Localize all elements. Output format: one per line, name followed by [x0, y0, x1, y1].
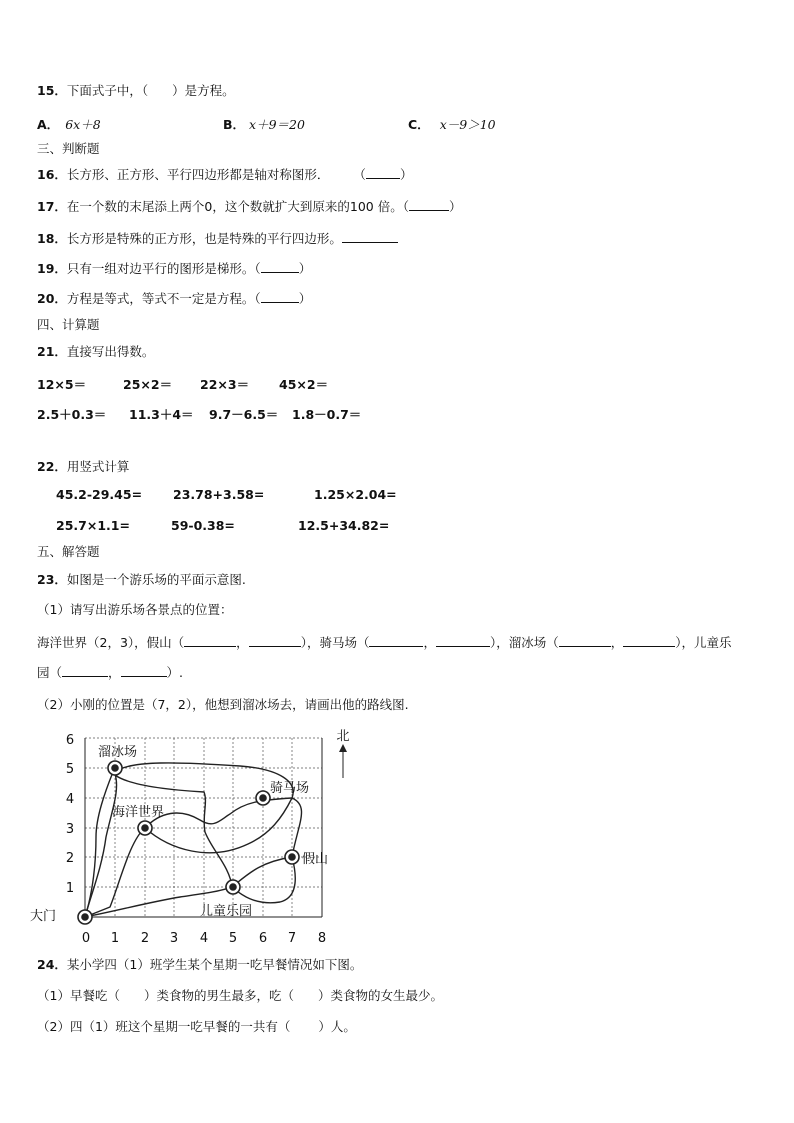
paren-close: ），	[489, 635, 509, 650]
horse-y-blank[interactable]	[436, 634, 490, 647]
q21-number: 21．	[37, 344, 67, 359]
comma: ，	[108, 665, 121, 680]
option-a-label: A．	[37, 117, 60, 132]
q18-answer-blank[interactable]	[342, 230, 398, 243]
skate-x-blank[interactable]	[559, 634, 611, 647]
q21-item-6: 11.3＋4＝	[129, 407, 194, 422]
x-tick-7: 7	[287, 931, 297, 946]
q20-paren-close: ）	[298, 291, 312, 306]
paren-end: ）.	[166, 665, 184, 680]
q20-text: 方程是等式，等式不一定是方程。	[66, 291, 255, 306]
q22-item-6: 12.5+34.82=	[298, 518, 390, 533]
q20	[37, 290, 311, 308]
q23-positions-line-2	[37, 664, 183, 682]
q16	[37, 166, 412, 184]
x-tick-3: 3	[169, 931, 179, 946]
q19-answer-blank[interactable]	[261, 260, 299, 273]
q17-text: 在一个数的末尾添上两个0，这个数就扩大到原来的100 倍。	[66, 199, 403, 214]
q22-item-2: 23.78+3.58=	[173, 487, 265, 502]
label-horse-ranch: 骑马场	[270, 781, 310, 796]
north-arrow-icon	[336, 729, 349, 778]
q23-sub1: （1）请写出游乐场各景点的位置：	[37, 602, 233, 617]
q19-number: 19．	[37, 261, 67, 276]
q15-text-before: 下面式子中，（	[66, 83, 149, 98]
kids-x-blank[interactable]	[62, 664, 108, 677]
q24-sub1-a: （1）早餐吃（	[37, 988, 120, 1003]
q15-option-a[interactable]	[37, 115, 101, 133]
label-rockery: 假山	[302, 852, 329, 867]
q20-paren-open: （	[254, 291, 261, 306]
q24-sub1	[37, 987, 443, 1005]
q23-number: 23．	[37, 572, 67, 587]
option-c-expr: x－9＞10	[439, 117, 496, 132]
q17-paren-close: ）	[448, 199, 462, 214]
q15-text-after: ）是方程。	[172, 83, 235, 98]
x-tick-4: 4	[199, 931, 209, 946]
q21-item-3: 22×3＝	[200, 377, 250, 392]
x-tick-2: 2	[140, 931, 150, 946]
option-c-label: C．	[408, 117, 430, 132]
hill-x-blank[interactable]	[184, 634, 236, 647]
q16-answer-blank[interactable]	[366, 166, 400, 179]
section-3-heading: 三、判断题	[37, 141, 100, 156]
comma: ，	[236, 635, 249, 650]
kids-park-label-cont: 园（	[37, 665, 63, 680]
ocean-world-position: 海洋世界（2，3），	[37, 635, 147, 650]
option-b-expr: x＋9＝20	[249, 117, 305, 132]
q15-stem	[37, 82, 235, 100]
q21-item-8: 1.8－0.7＝	[292, 407, 362, 422]
q18	[37, 230, 398, 248]
y-tick-3: 3	[65, 822, 75, 837]
q24-stem	[37, 956, 362, 974]
label-kids-park: 儿童乐园	[200, 904, 253, 919]
q16-paren-open: （	[353, 167, 366, 182]
amusement-park-map	[30, 722, 360, 952]
x-tick-0: 0	[81, 931, 91, 946]
q23-text: 如图是一个游乐场的平面示意图.	[66, 572, 246, 587]
y-tick-1: 1	[65, 881, 75, 896]
q16-number: 16．	[37, 167, 67, 182]
q19	[37, 260, 311, 278]
q18-number: 18．	[37, 231, 67, 246]
horse-x-blank[interactable]	[369, 634, 423, 647]
q21-item-1: 12×5＝	[37, 377, 87, 392]
q24-sub2-a: （2）四（1）班这个星期一吃早餐的一共有（	[37, 1019, 291, 1034]
x-tick-5: 5	[228, 931, 238, 946]
q21-stem	[37, 343, 154, 361]
q23-stem	[37, 571, 246, 589]
q20-number: 20．	[37, 291, 67, 306]
q24-sub2-b: ）人。	[318, 1019, 356, 1034]
hill-label: 假山（	[146, 635, 185, 650]
q24-number: 24．	[37, 957, 67, 972]
q24-sub1-c: ）类食物的女生最少。	[317, 988, 443, 1003]
x-tick-1: 1	[110, 931, 120, 946]
y-tick-2: 2	[65, 851, 75, 866]
q23-sub2: （2）小刚的位置是（7，2），他想到溜冰场去，请画出他的路线图.	[37, 697, 409, 712]
q24-sub1-b: ）类食物的男生最多，吃（	[143, 988, 294, 1003]
horse-ranch-label: 骑马场（	[319, 635, 370, 650]
q17-number: 17．	[37, 199, 67, 214]
q22-text: 用竖式计算	[66, 459, 130, 474]
x-tick-6: 6	[258, 931, 268, 946]
y-tick-5: 5	[65, 762, 75, 777]
q21-item-4: 45×2＝	[279, 377, 329, 392]
q21-item-7: 9.7－6.5＝	[209, 407, 279, 422]
q19-text: 只有一组对边平行的图形是梯形。	[66, 261, 255, 276]
section-4-heading: 四、计算题	[37, 317, 100, 332]
q15-number: 15．	[37, 83, 67, 98]
section-5-heading: 五、解答题	[37, 544, 100, 559]
label-gate: 大门	[30, 909, 57, 924]
skate-y-blank[interactable]	[623, 634, 675, 647]
hill-y-blank[interactable]	[249, 634, 301, 647]
skating-rink-label: 溜冰场（	[508, 635, 559, 650]
kids-park-label: 儿童乐	[694, 635, 732, 650]
q22-number: 22．	[37, 459, 67, 474]
option-b-label: B．	[223, 117, 246, 132]
y-tick-6: 6	[65, 733, 75, 748]
q22-item-4: 25.7×1.1=	[56, 518, 130, 533]
q17-answer-blank[interactable]	[409, 198, 449, 211]
q22-item-3: 1.25×2.04=	[314, 487, 397, 502]
q17-paren-open: （	[402, 199, 409, 214]
y-tick-4: 4	[65, 792, 75, 807]
q15-option-c[interactable]	[408, 115, 496, 133]
label-skating-rink: 溜冰场	[98, 745, 138, 760]
north-label: 北	[336, 729, 350, 744]
kids-y-blank[interactable]	[121, 664, 167, 677]
q18-text: 长方形是特殊的正方形，也是特殊的平行四边形。	[66, 231, 342, 246]
q23-positions-line	[37, 634, 732, 652]
q15-option-b[interactable]	[223, 115, 305, 133]
map-x-axis-ticks	[82, 931, 326, 946]
q19-paren-close: ）	[298, 261, 312, 276]
q22-item-1: 45.2-29.45=	[56, 487, 143, 502]
x-tick-8: 8	[317, 931, 327, 946]
q24-text: 某小学四（1）班学生某个星期一吃早餐情况如下图。	[66, 957, 363, 972]
q22-stem	[37, 458, 129, 476]
q22-item-5: 59-0.38=	[171, 518, 235, 533]
q19-paren-open: （	[254, 261, 261, 276]
q17	[37, 198, 461, 216]
q21-item-5: 2.5＋0.3＝	[37, 407, 107, 422]
q16-paren-close: ）	[399, 167, 413, 182]
option-a-expr: 6x＋8	[65, 117, 101, 132]
q16-text: 长方形、正方形、平行四边形都是轴对称图形．	[66, 167, 330, 182]
comma: ，	[610, 635, 624, 650]
q20-answer-blank[interactable]	[261, 290, 299, 303]
paren-close: ），	[300, 635, 320, 650]
q24-sub2	[37, 1018, 356, 1036]
map-y-axis-ticks	[66, 733, 74, 896]
q21-item-2: 25×2＝	[123, 377, 173, 392]
map-place-markers	[78, 761, 299, 924]
comma: ，	[423, 635, 436, 650]
label-ocean-world: 海洋世界	[112, 805, 165, 820]
paren-close: ），	[675, 635, 695, 650]
q21-text: 直接写出得数。	[66, 344, 155, 359]
